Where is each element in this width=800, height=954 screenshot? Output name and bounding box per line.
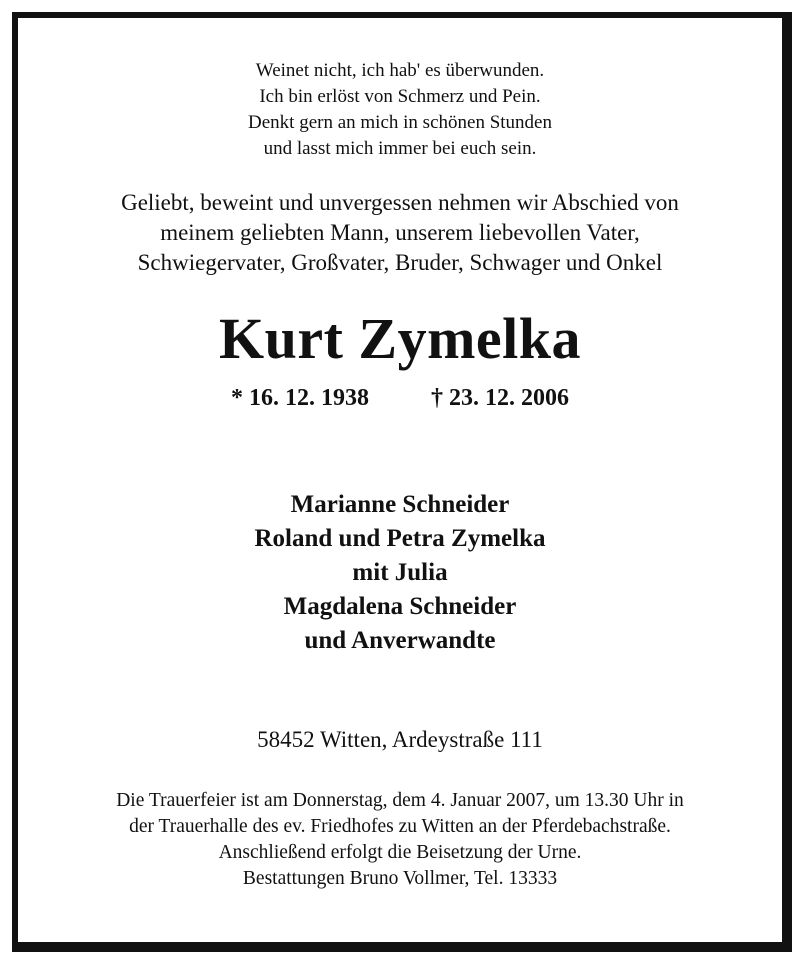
poem bbox=[18, 58, 782, 162]
ceremony-line: Die Trauerfeier ist am Donnerstag, dem 4. Januar 2007, um 13.30 Uhr in bbox=[116, 790, 684, 811]
mourners-list bbox=[18, 488, 782, 658]
mourner-line: Marianne Schneider bbox=[290, 491, 510, 518]
mourner-line: Roland und Petra Zymelka bbox=[254, 525, 546, 552]
mourner-line: Magdalena Schneider bbox=[283, 593, 517, 620]
ceremony-line: der Trauerhalle des ev. Friedhofes zu Witten an der Pferdebachstraße. bbox=[129, 816, 671, 837]
obituary-frame bbox=[12, 12, 792, 952]
death-date: † 23. 12. 2006 bbox=[431, 385, 569, 411]
farewell-line: Geliebt, beweint und unvergessen nehmen wir Abschied von bbox=[121, 190, 679, 215]
farewell-text bbox=[18, 188, 782, 278]
address: 58452 Witten, Ardeystraße 111 bbox=[257, 727, 543, 752]
poem-line: Weinet nicht, ich hab' es überwunden. bbox=[255, 60, 545, 81]
birth-date: * 16. 12. 1938 bbox=[231, 385, 369, 411]
farewell-line: Schwiegervater, Großvater, Bruder, Schwager und Onkel bbox=[137, 250, 663, 275]
mourner-line: mit Julia bbox=[352, 559, 448, 586]
mourner-line: und Anverwandte bbox=[304, 627, 496, 654]
poem-line: Ich bin erlöst von Schmerz und Pein. bbox=[259, 86, 541, 107]
ceremony-info bbox=[18, 788, 782, 892]
life-dates bbox=[18, 382, 782, 414]
farewell-line: meinem geliebten Mann, unserem liebevollen Vater, bbox=[160, 220, 640, 245]
poem-line: Denkt gern an mich in schönen Stunden bbox=[248, 112, 552, 133]
deceased-name: Kurt Zymelka bbox=[218, 306, 582, 371]
poem-line: und lasst mich immer bei euch sein. bbox=[263, 138, 537, 159]
ceremony-line: Bestattungen Bruno Vollmer, Tel. 13333 bbox=[242, 868, 558, 889]
ceremony-line: Anschließend erfolgt die Beisetzung der Urne. bbox=[218, 842, 582, 863]
